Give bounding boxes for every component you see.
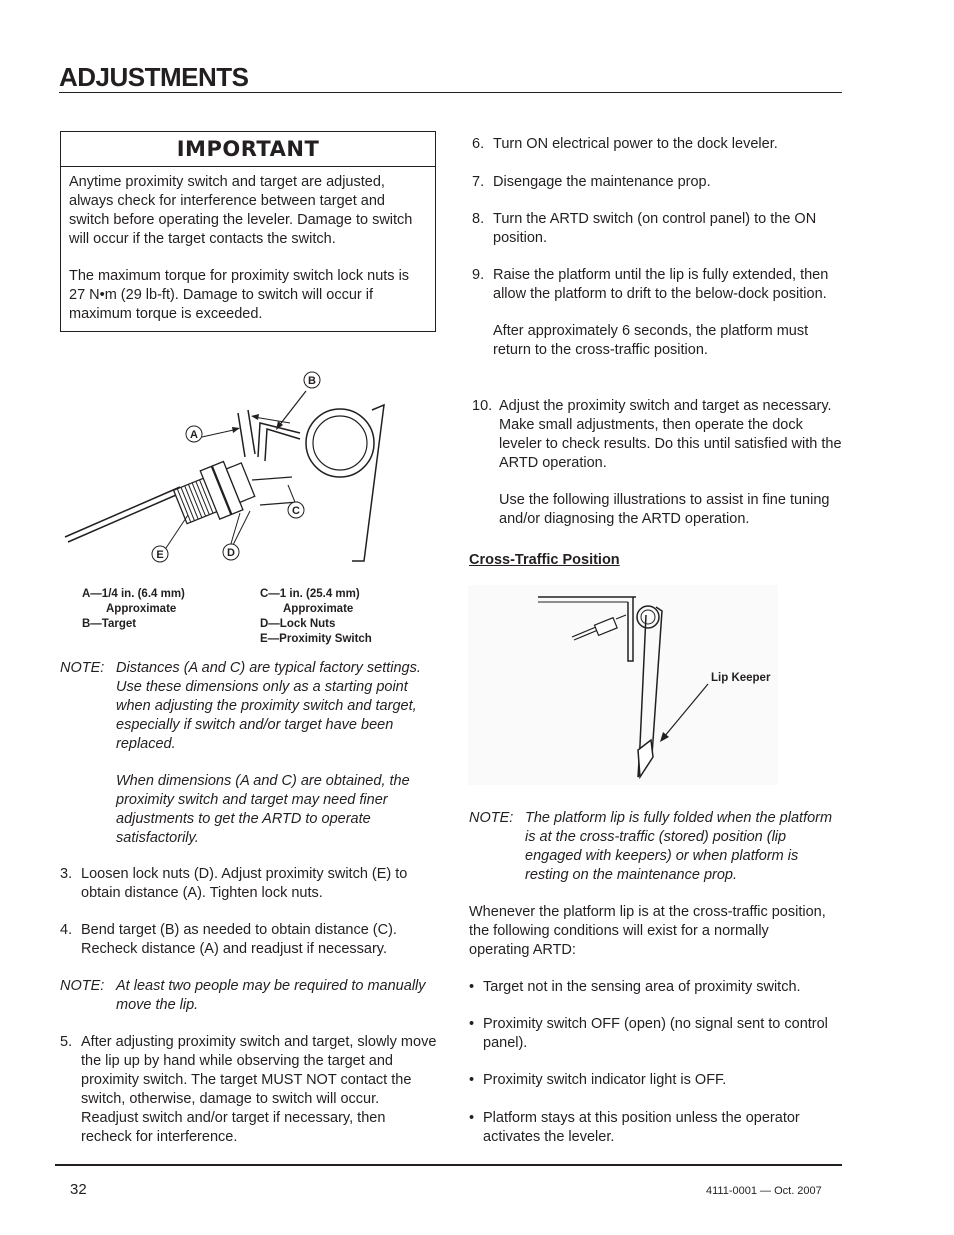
note-label: NOTE: — [60, 660, 105, 676]
cross-traffic-heading: Cross-Traffic Position — [469, 552, 620, 568]
lip-plate — [352, 405, 384, 561]
note-two-people — [60, 977, 440, 1015]
callout-c-label: C — [292, 505, 300, 517]
step-text: Disengage the maintenance prop. — [493, 174, 711, 190]
callout-a — [186, 426, 202, 442]
step-number: 3. — [60, 866, 73, 882]
important-heading: IMPORTANT — [61, 132, 435, 167]
header-rule — [59, 92, 842, 93]
step-text: Bend target (B) as needed to obtain distance (C). Recheck distance (A) and readjust if necessary. — [81, 922, 397, 957]
note-text: The platform lip is fully folded when the platform is at the cross-traffic (stored) position (lip engaged with keepers) or when platform is resting on the maintenance prop. — [525, 810, 833, 883]
step-9 — [472, 266, 844, 360]
bullet-dot: • — [469, 1110, 475, 1126]
note-distances — [60, 659, 440, 848]
page-number: 32 — [70, 1181, 87, 1198]
important-paragraph-2: The maximum torque for proximity switch lock nuts is 27 N•m (29 lb-ft). Damage to switch will occur if maximum torque is exceeded. — [69, 268, 410, 322]
lip-keeper-label: Lip Keeper — [711, 672, 771, 684]
note-lip-folded — [469, 809, 844, 885]
step-text-2: Use the following illustrations to assist in fine tuning and/or diagnosing the ARTD operation. — [499, 492, 830, 527]
callout-c — [288, 502, 304, 518]
step-text: Loosen lock nuts (D). Adjust proximity switch (E) to obtain distance (A). Tighten lock nuts. — [81, 866, 408, 901]
callout-d — [223, 544, 239, 560]
bullet-dot: • — [469, 979, 475, 995]
callout-e — [152, 546, 168, 562]
step-text: Turn the ARTD switch (on control panel) to the ON position. — [493, 211, 817, 246]
conditions-intro: Whenever the platform lip is at the cross-traffic position, the following conditions will exist for a normally operating ARTD: — [469, 904, 826, 958]
step-7 — [472, 173, 844, 192]
step-text: After adjusting proximity switch and target, slowly move the lip up by hand while observing the target and proximity switch. The target MUST NOT contact the switch, otherwise, damage to switch will occur. Readjust switch and/or target if necessary, then recheck for interference. — [81, 1034, 437, 1145]
bullet-dot: • — [469, 1072, 475, 1088]
legend-a-approx: Approximate — [106, 603, 177, 615]
note-text-1: Distances (A and C) are typical factory settings. Use these dimensions only as a starting point when adjusting the proximity switch and target, especially if switch and/or target have been replaced. — [116, 660, 421, 752]
callout-d-label: D — [227, 547, 235, 559]
note-label: NOTE: — [469, 810, 514, 826]
important-box — [60, 131, 436, 332]
step-number: 10. — [472, 398, 493, 414]
note-text: At least two people may be required to manually move the lip. — [116, 978, 426, 1013]
callout-b-label: B — [308, 375, 316, 387]
legend-right — [260, 587, 372, 647]
step-number: 5. — [60, 1034, 73, 1050]
bullet-1 — [469, 978, 841, 997]
proximity-switch-body — [171, 456, 258, 532]
legend-d: D—Lock Nuts — [260, 618, 336, 630]
legend-c-approx: Approximate — [283, 603, 354, 615]
callout-b — [304, 372, 320, 388]
legend-e: E—Proximity Switch — [260, 633, 372, 645]
legend-c: C—1 in. (25.4 mm) — [260, 588, 360, 600]
document-id: 4111-0001 — Oct. 2007 — [706, 1185, 822, 1197]
step-3 — [60, 865, 440, 903]
bullet-text: Target not in the sensing area of proximity switch. — [483, 979, 801, 995]
step-4 — [60, 921, 440, 959]
switch-cable — [65, 487, 180, 537]
note-label: NOTE: — [60, 978, 105, 994]
step-10 — [472, 397, 844, 529]
note-text-2: When dimensions (A and C) are obtained, the proximity switch and target may need finer adjustments to get the ARTD to operate satisfactorily. — [116, 773, 410, 846]
bullet-2 — [469, 1015, 829, 1053]
legend-b: B—Target — [82, 618, 137, 630]
step-8 — [472, 210, 832, 248]
step-text: Adjust the proximity switch and target as necessary. Make small adjustments, then operate the dock leveler to check results. Do this until satisfied with the ARTD operation. — [499, 398, 842, 471]
step-number: 4. — [60, 922, 73, 938]
step-6 — [472, 135, 844, 154]
step-text: Turn ON electrical power to the dock leveler. — [493, 136, 778, 152]
step-number: 8. — [472, 211, 485, 227]
step-number: 7. — [472, 174, 485, 190]
footer-rule — [55, 1164, 842, 1166]
bullet-text: Proximity switch indicator light is OFF. — [483, 1072, 727, 1088]
cross-traffic-diagram — [468, 585, 778, 785]
step-number: 6. — [472, 136, 485, 152]
legend-a: A—1/4 in. (6.4 mm) — [82, 588, 185, 600]
target-bracket — [258, 423, 300, 457]
proximity-switch-diagram — [60, 365, 440, 575]
step-text-2: After approximately 6 seconds, the platform must return to the cross-traffic position. — [493, 323, 809, 358]
page-title: ADJUSTMENTS — [59, 62, 249, 92]
step-number: 9. — [472, 267, 485, 283]
bullet-3 — [469, 1071, 841, 1090]
step-text: Raise the platform until the lip is fully extended, then allow the platform to drift to the below-dock position. — [493, 267, 829, 302]
bullet-4 — [469, 1109, 841, 1147]
legend-left — [82, 587, 185, 632]
step-5 — [60, 1033, 440, 1147]
callout-e-label: E — [156, 549, 164, 561]
bullet-text: Proximity switch OFF (open) (no signal sent to control panel). — [483, 1016, 828, 1051]
hinge-circle — [306, 409, 374, 477]
bullet-text: Platform stays at this position unless the operator activates the leveler. — [483, 1110, 800, 1145]
bullet-dot: • — [469, 1016, 475, 1032]
important-paragraph-1: Anytime proximity switch and target are adjusted, always check for interference between target and switch before operating the leveler. Damage to switch will occur if the target contacts the switch. — [69, 174, 413, 247]
callout-a-label: A — [190, 429, 198, 441]
